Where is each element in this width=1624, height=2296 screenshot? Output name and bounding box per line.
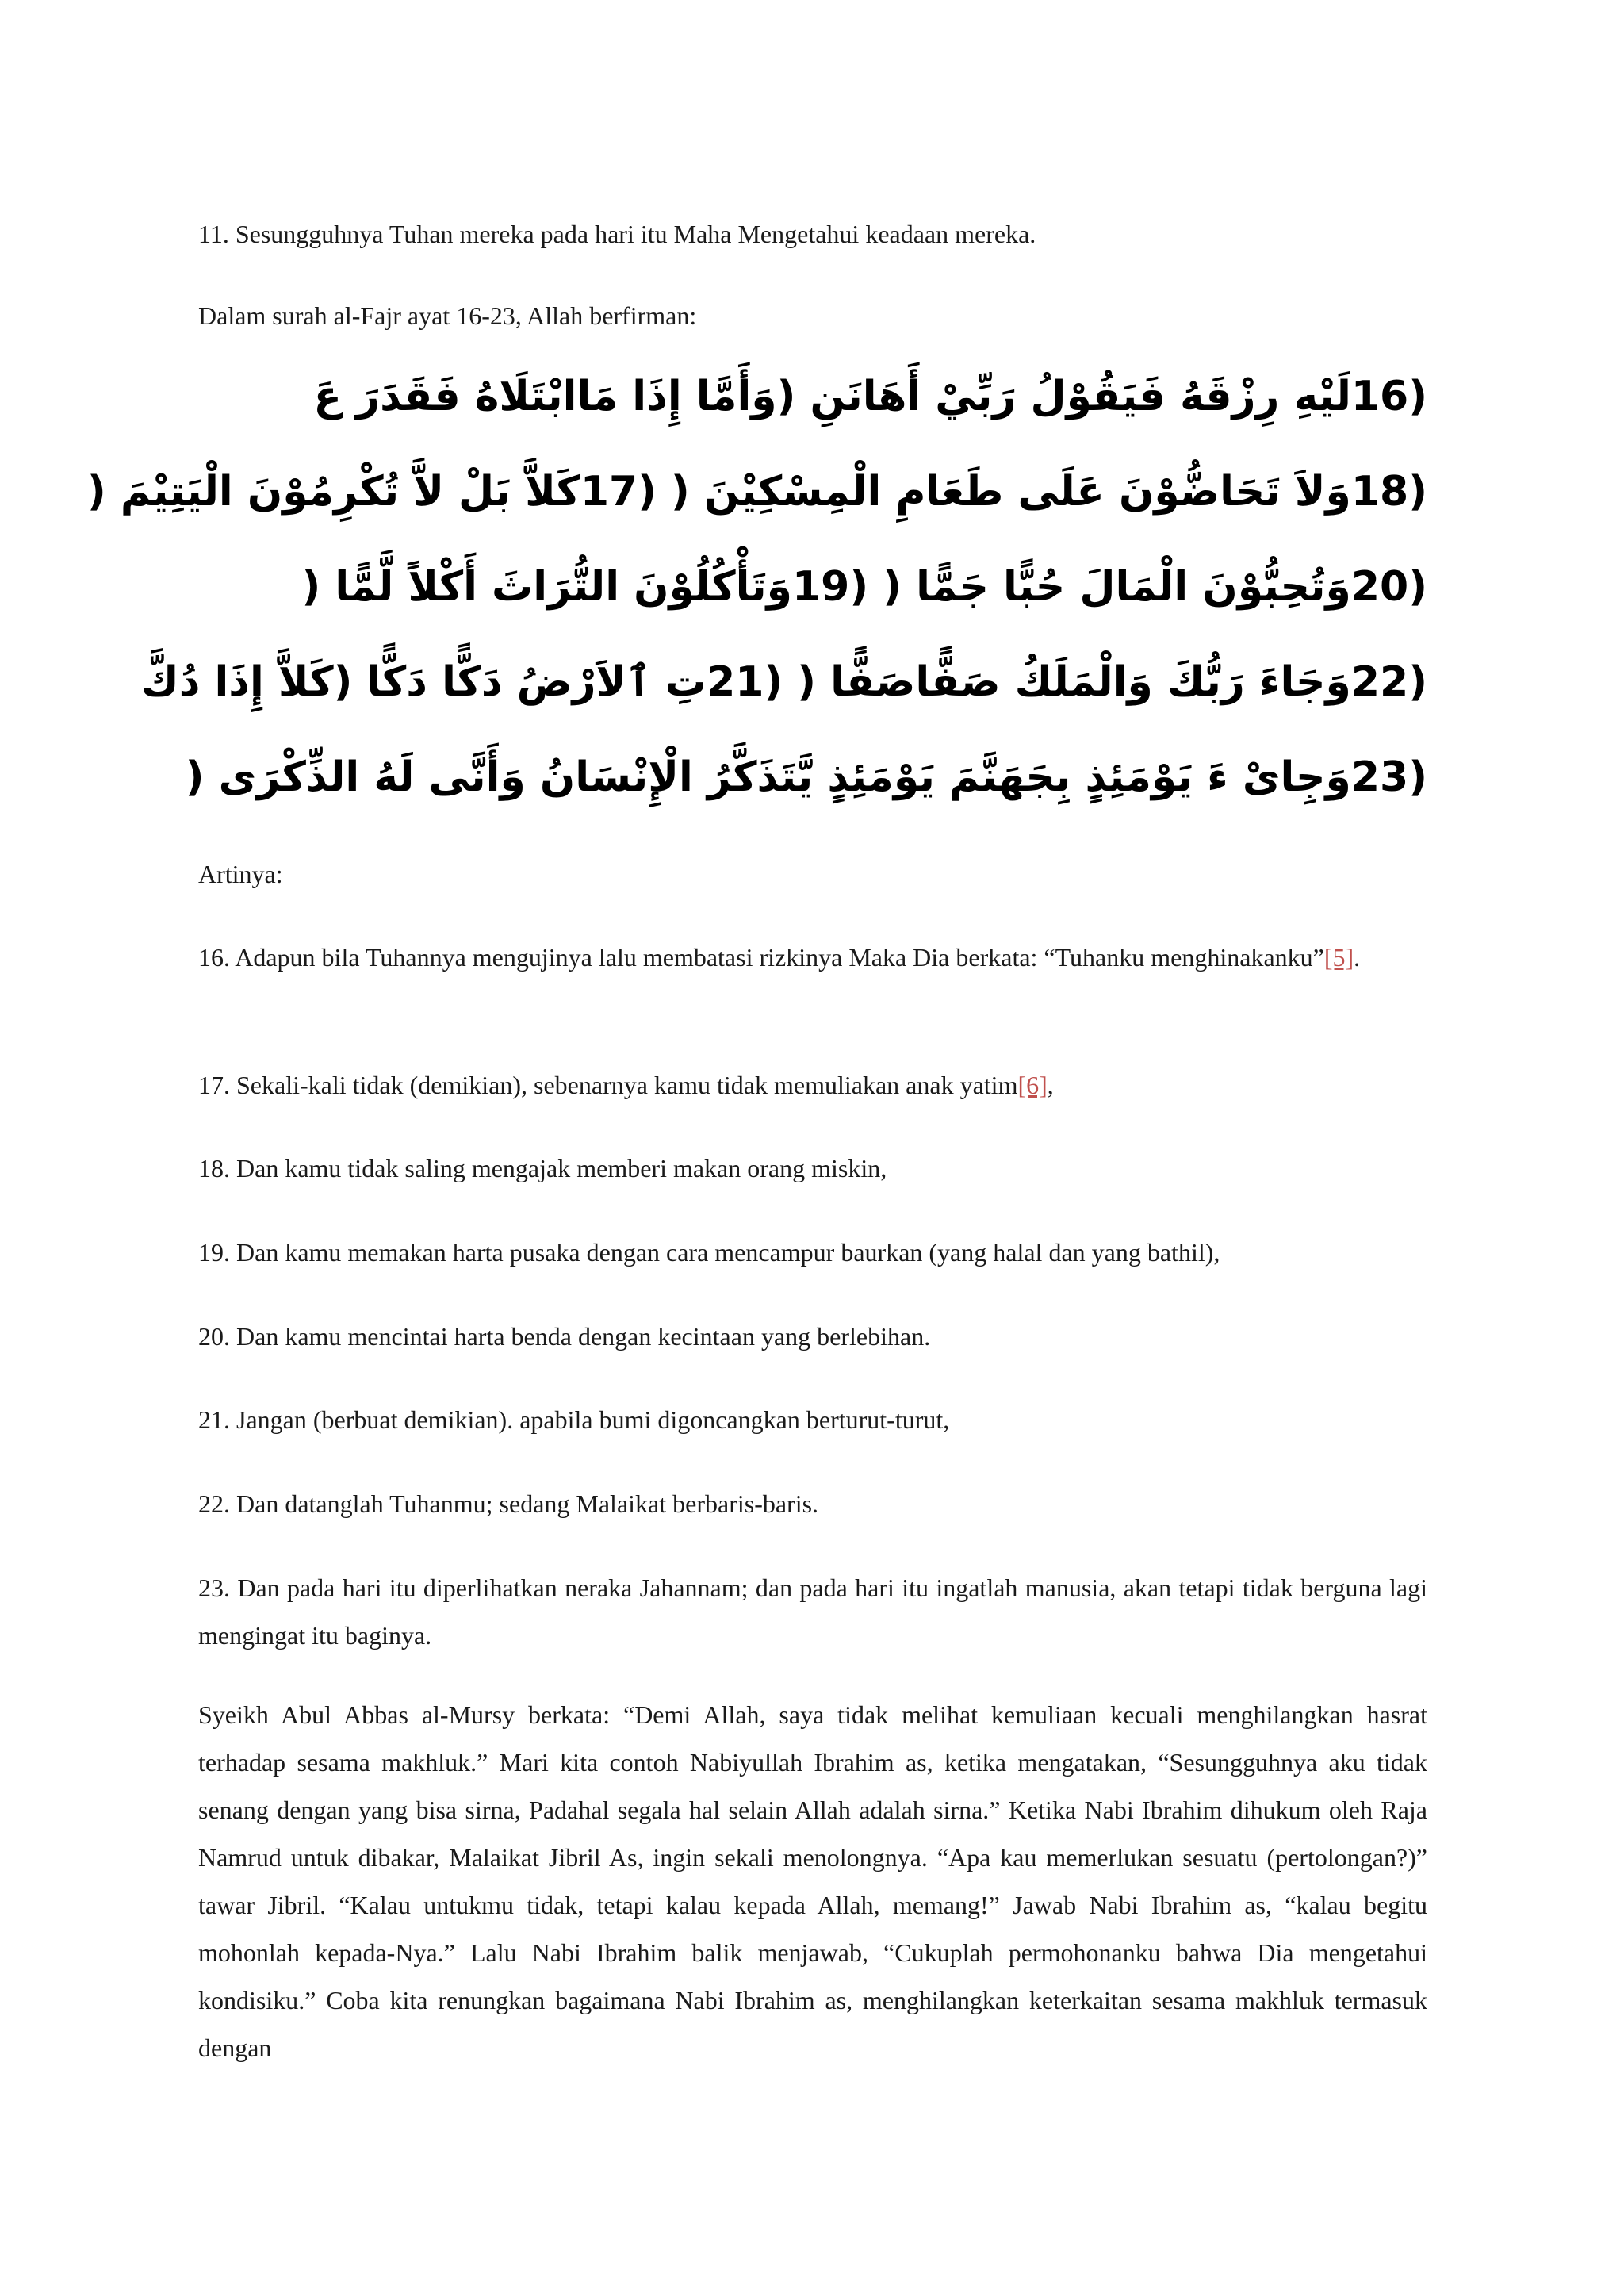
translation-18: 18. Dan kamu tidak saling mengajak memberi makan orang miskin, (198, 1154, 887, 1182)
verse-11-translation: 11. Sesungguhnya Tuhan mereka pada hari itu Maha Mengetahui keadaan mereka. (198, 220, 1036, 248)
translation-16 (198, 933, 1427, 981)
arabic-verse-line-2: (18وَلاَ تَحَاضُّوْنَ عَلَى طَعَامِ الْمِسْكِيْنَ ( (17كَلاَّ بَلْ لاَّ تُكْرِمُوْنَ الْيَتِيْمَ ( (87, 468, 1427, 516)
closing-paragraph: Syeikh Abul Abbas al-Mursy berkata: “Demi Allah, saya tidak melihat kemuliaan kecuali menghilangkan hasrat terhadap sesama makhluk.” Mari kita contoh Nabiyullah Ibrahim as, ketika mengatakan, “Sesungguhnya aku tidak senang dengan yang bisa sirna, Padahal segala hal selain Allah adalah sirna.” Ketika Nabi Ibrahim dihukum oleh Raja Namrud untuk dibakar, Malaikat Jibril As, ingin sekali menolongnya. “Apa kau memerlukan sesuatu (pertolongan?)” tawar Jibril. “Kalau untukmu tidak, tetapi kalau kepada Allah, memang!” Jawab Nabi Ibrahim as, “kalau begitu mohonlah kepada-Nya.” Lalu Nabi Ibrahim balik menjawab, “Cukuplah permohonanku bahwa Dia mengetahui kondisiku.” Coba kita renungkan bagaimana Nabi Ibrahim as, menghilangkan keterkaitan sesama makhluk termasuk dengan (198, 1700, 1427, 2062)
footnote-link-5[interactable]: [5] (1323, 943, 1354, 972)
translation-20: 20. Dan kamu mencintai harta benda dengan kecintaan yang berlebihan. (198, 1322, 931, 1351)
artinya-label: Artinya: (198, 860, 283, 888)
translation-16-tail: . (1354, 943, 1361, 972)
translation-23: 23. Dan pada hari itu diperlihatkan neraka Jahannam; dan pada hari itu ingatlah manusia, akan tetapi tidak berguna lagi mengingat itu baginya. (198, 1573, 1427, 1650)
arabic-verse-line-3: (20وَتُحِبُّوْنَ الْمَالَ حُبًّا جَمًّا ( (19وَتَأْكُلُوْنَ التُّرَاثَ أَكْلاً لَّمًّا ( (301, 563, 1427, 611)
translation-19: 19. Dan kamu memakan harta pusaka dengan cara mencampur baurkan (yang halal dan yang bathil), (198, 1238, 1220, 1267)
translation-17 (198, 1061, 1427, 1109)
translation-22: 22. Dan datanglah Tuhanmu; sedang Malaikat berbaris-baris. (198, 1489, 819, 1518)
translation-16-text: 16. Adapun bila Tuhannya mengujinya lalu membatasi rizkinya Maka Dia berkata: “Tuhanku menghinakanku” (198, 943, 1324, 972)
arabic-verse-line-4: (22وَجَاءَ رَبُّكَ وَالْمَلَكُ صَفًّاصَفًّا ( (21تِ ٱلاَرْضُ دَكًّا دَكًّا (كَلاَّ إِذَا دُكَّ (141, 658, 1427, 706)
surah-intro-text: Dalam surah al-Fajr ayat 16-23, Allah berfirman: (198, 301, 697, 330)
footnote-link-6[interactable]: [6] (1017, 1071, 1048, 1099)
translation-17-tail: , (1047, 1071, 1054, 1099)
translation-21: 21. Jangan (berbuat demikian). apabila bumi digoncangkan berturut-turut, (198, 1405, 950, 1434)
arabic-verse-line-1: (16لَيْهِ رِزْقَهُ فَيَقُوْلُ رَبِّيْ أَهَانَنِ (وَأَمَّا إِذَا مَاابْتَلَاهُ فَقَدَرَ عَ (313, 373, 1427, 420)
translation-17-text: 17. Sekali-kali tidak (demikian), sebenarnya kamu tidak memuliakan anak yatim (198, 1071, 1018, 1099)
arabic-verse-line-5: (23وَجِاىْ ءَ يَوْمَئِذٍ بِجَهَنَّمَ يَوْمَئِذٍ يَّتَذَكَّرُ الْإِنْسَانُ وَأَنَّى لَهُ الذِّكْرَى ( (185, 753, 1427, 801)
